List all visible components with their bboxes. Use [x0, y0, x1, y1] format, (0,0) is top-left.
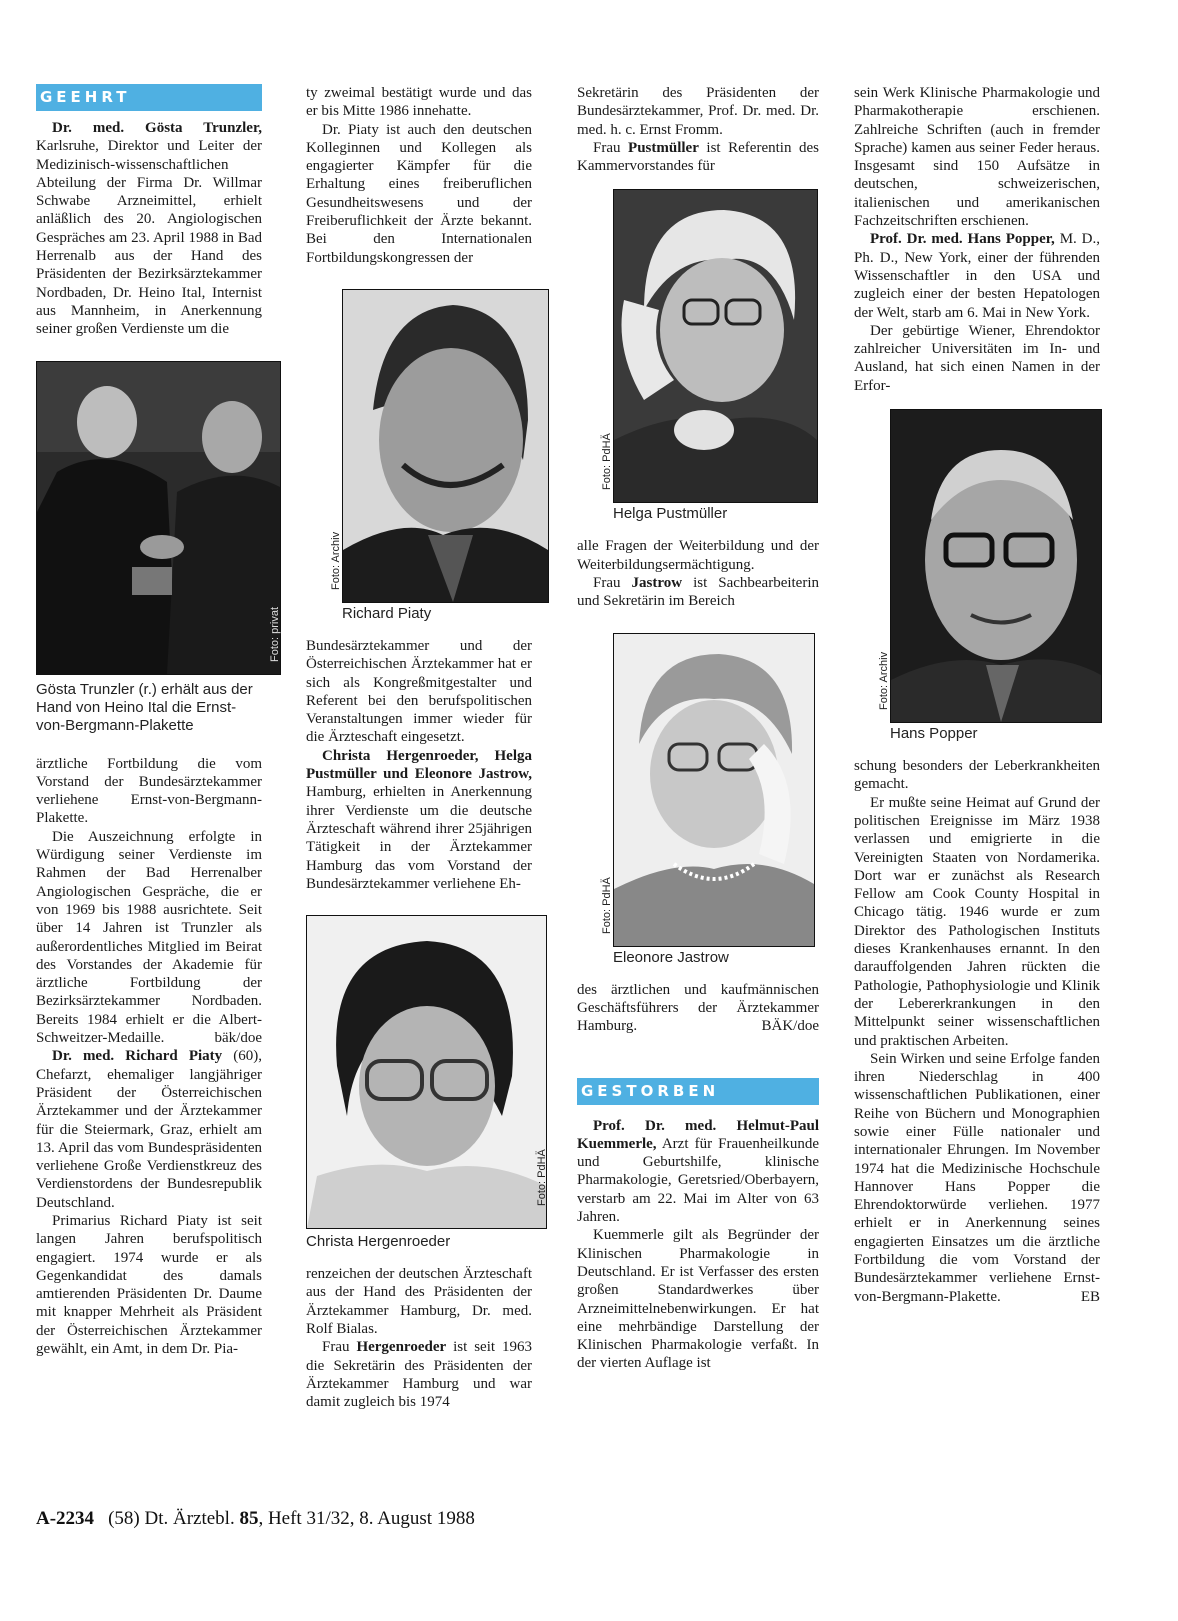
photo-jastrow-image: [614, 634, 814, 946]
piaty-para-3: ty zweimal bestätigt wurde und das er bis Mitte 1986 innehatte.: [306, 85, 532, 120]
photo-pustmueller-image: [614, 190, 817, 502]
photo-hergenroeder-image: [307, 916, 546, 1228]
popper-para-5: Sein Wirken und seine Erfolge fanden ihren Niederschlag in 400 wissenschaftlichen Publikationen, einer Reihe von Büchern und Monographien sowie einer Fülle nationaler und internationaler Ehrungen. Im November 1974 hat die Medizinische Hochschule Hannover Hans Popper die Ehrendoktorwürde verliehen. 1977 erhielt er in Anerkennung seines engagierten Einsatzes um die ärztliche Fortbildung die vom Vorstand der Bundesärztekammer verliehene Ernst-von-Bergmann-Plakette. EB: [854, 1050, 1100, 1305]
photo-trunzler-ital: [36, 361, 281, 675]
jastrow-para-2: des ärztlichen und kaufmännischen Geschäftsführers der Ärztekammer Hamburg. BÄK/doe: [577, 981, 819, 1035]
kuemmerle-para-3: sein Werk Klinische Pharmakologie und Pharmakotherapie erschienen. Zahlreiche Schriften (auch in fremder Sprache) kamen aus seiner Feder heraus. Insgesamt sind 150 Aufsätze in deutschen, schweizerischen, italienischen und amerikanischen Fachzeitschriften erschienen.: [854, 85, 1100, 230]
photo-credit-popper: Foto: Archiv: [878, 651, 890, 711]
piaty-para-2: Primarius Richard Piaty ist seit langen Jahren berufspolitisch engagiert. 1974 wurde er als Gegenkandidat des damals amtierenden Präsidenten Dr. Daume mit knapper Mehrheit als Präsident der Österreichischen Ärztekammer gewählt, ein Amt, in dem Dr. Pia-: [36, 1212, 262, 1358]
kuemmerle-para-2: Kuemmerle gilt als Begründer der Klinischen Pharmakologie in Deutschland. Er ist Verfasser des ersten großen Standardwerkes über Arzneimittelnebenwirkungen. Er hat eine mehrbändige Darstellung der Klinischen Pharmakologie verfaßt. In der vierten Auflage ist: [577, 1227, 819, 1372]
column-1: [36, 84, 281, 1358]
popper-name: Prof. Dr. med. Hans Popper,: [870, 231, 1055, 248]
jastrow-para: Frau Jastrow ist Sachbearbeiterin und Sekretärin im Bereich: [577, 575, 820, 610]
trunzler-para-2: ärztliche Fortbildung die vom Vorstand der Bundesärztekammer verliehene Ernst-von-Bergmann-Plakette.: [36, 755, 262, 827]
column-2: [306, 84, 548, 1412]
pustmueller-para-2: alle Fragen der Weiterbildung und der Weiterbildungsermächtigung.: [577, 538, 819, 573]
photo-piaty: [330, 289, 549, 603]
hergenroeder-para-2: Sekretärin des Präsidenten der Bundesärztekammer, Prof. Dr. med. Dr. med. h. c. Ernst Fromm.: [577, 85, 819, 138]
trunzler-intro: Dr. med. Gösta Trunzler, Karlsruhe, Direktor und Leiter der Medizinisch-wissenschaftlichen Abteilung der Firma Dr. Willmar Schwabe Arzneimittel, erhielt anläßlich des 20. Angiologischen Gespräches am 23. April 1988 in Bad Herrenalb aus der Hand des Präsidenten der Bezirksärztekammer Nordbaden, Dr. Heino Ital, Internist aus Mannheim, in Anerkennung seiner großen Verdienste um die: [36, 120, 262, 338]
piaty-para-5: Bundesärztekammer und der Österreichischen Ärztekammer hat er sich als Kongreßmitgestalter und Referent bei den berufspolitischen Veranstaltungen immer wieder für die Ärzteschaft eingesetzt.: [306, 637, 532, 746]
photo-popper: [878, 409, 1102, 723]
column-3: [577, 84, 819, 1373]
signature-baek-doe: BÄK/doe: [761, 1018, 819, 1035]
caption-popper: Hans Popper: [890, 725, 978, 743]
popper-para-3: schung besonders der Leberkrankheiten gemacht.: [854, 758, 1100, 793]
popper-para-4: Er mußte seine Heimat auf Grund der politischen Ereignisse im März 1938 verlassen und emigrierte in die Vereinigten Staaten von Nordamerika. Dort war er zunächst als Research Fellow am Cook County Hospital in Chicago tätig. 1946 wurde er zum Direktor des Pathologischen Instituts dieses Krankenhauses ernannt. In den darauffolgenden Jahren rückten die Pathologie, Pathophysiologie und Klinik der Lebererkrankungen in den Mittelpunkt seiner wissenschaftlichen und praktischen Arbeiten.: [854, 794, 1100, 1049]
trunzler-name: Dr. med. Gösta Trunzler,: [52, 120, 262, 136]
pustmueller-para: Frau Pustmüller ist Referentin des Kammervorstandes für: [577, 139, 819, 175]
journal-volume: 85: [239, 1508, 259, 1529]
signature-eb: EB: [1080, 1288, 1100, 1305]
photo-pustmueller: [601, 189, 818, 503]
journal-name: (58) Dt. Ärztebl.: [108, 1508, 235, 1529]
hergenroeder-para: Frau Hergenroeder ist seit 1963 die Sekretärin des Präsidenten der Ärztekammer Hamburg und war damit zugleich bis 1974: [306, 1339, 532, 1411]
piaty-intro: Dr. med. Richard Piaty (60), Chefarzt, ehemaliger langjähriger Präsident der Österreichischen Ärztekammer und der Ärztekammer für die Steiermark, Graz, erhielt am 13. April das vom Bundespräsidenten verliehene Große Verdienstkreuz des Verdienstordens der Bundesrepublik Deutschland.: [36, 1048, 262, 1211]
signature-baek: bäk/doe: [214, 1030, 262, 1047]
photo-credit-jastrow: Foto: PdHÄ: [601, 876, 613, 934]
kuemmerle-name: Prof. Dr. med. Helmut-Paul Kuemmerle,: [577, 1117, 819, 1152]
page-footer: [36, 1508, 475, 1530]
hergenroeder-name: Hergenroeder: [356, 1339, 447, 1356]
section-header-honored: GEEHRT: [36, 84, 262, 111]
photo-jastrow: [601, 633, 815, 947]
kuemmerle-intro: Prof. Dr. med. Helmut-Paul Kuemmerle, Arzt für Frauenheilkunde und Geburtshilfe, klinische Pharmakologie, Geretsried/Oberbayern, verstarb am 22. Mai im Alter von 63 Jahren.: [577, 1117, 819, 1226]
photo-hergenroeder: [306, 915, 547, 1229]
caption-hergenroeder: Christa Hergenroeder: [306, 1233, 451, 1251]
photo-trunzler-ital-image: [37, 362, 280, 674]
section-header-died: GESTORBEN: [577, 1078, 819, 1105]
photo-credit-trunzler: Foto: privat: [269, 606, 281, 662]
jastrow-name: Jastrow: [631, 575, 683, 592]
hamburg-para-2: renzeichen der deutschen Ärzteschaft aus der Hand des Präsidenten der Ärztekammer Hamburg, Dr. med. Rolf Bialas.: [306, 1266, 532, 1338]
photo-credit-pustmueller: Foto: PdHÄ: [601, 433, 613, 491]
caption-trunzler: Gösta Trunzler (r.) erhält aus der Hand von Heino Ital die Ernst-von-Bergmann-Plakette: [36, 680, 253, 734]
caption-piaty: Richard Piaty: [342, 604, 432, 622]
pustmueller-name: Pustmüller: [628, 139, 699, 156]
hamburg-intro: Christa Hergenroeder, Helga Pustmüller und Eleonore Jastrow, Hamburg, erhielten in Anerkennung ihrer Verdienste um die deutsche Ärzteschaft während ihrer 25jährigen Tätigkeit in der Ärztekammer Hamburg das vom Vorstand der Bundesärztekammer verliehene Eh-: [306, 747, 532, 892]
trunzler-para-3: Die Auszeichnung erfolgte in Würdigung seiner Verdienste im Rahmen der Bad Herrenalber Angiologischen Gespräche, die er von 1969 bis 1988 ausrichtete. Seit über 14 Jahren ist Trunzler als außerordentliches Mitglied im Beirat des Vorstandes der Akademie für ärztliche Fortbildung der Bezirksärztekammer Nordbaden. Bereits 1984 erhielt er die Albert-Schweitzer-Medaille. bäk/doe: [36, 828, 262, 1047]
caption-jastrow: Eleonore Jastrow: [613, 948, 729, 966]
page-number: A-2234: [36, 1508, 95, 1529]
photo-piaty-image: [343, 290, 548, 602]
hamburg-names: Christa Hergenroeder, Helga Pustmüller und Eleonore Jastrow,: [306, 747, 532, 783]
popper-intro: Prof. Dr. med. Hans Popper, M. D., Ph. D., New York, einer der führenden Wissenschaftler in den USA und zugleich einer der besten Hepatologen der Welt, starb am 6. Mai in New York.: [854, 231, 1101, 321]
caption-pustmueller: Helga Pustmüller: [613, 505, 728, 523]
journal-issue: , Heft 31/32, 8. August 1988: [258, 1508, 475, 1529]
piaty-name: Dr. med. Richard Piaty: [52, 1048, 223, 1065]
popper-para-2: Der gebürtige Wiener, Ehrendoktor zahlreicher Universitäten im In- und Ausland, hat sich einen Namen in der Erfor-: [854, 322, 1100, 394]
piaty-para-4: Dr. Piaty ist auch den deutschen Kolleginnen und Kollegen als engagierter Kämpfer für die Erhaltung eines freiberuflichen Gesundheitswesens und der Freiberuflichkeit der Ärzte bekannt. Bei den Internationalen Fortbildungskongressen der: [306, 121, 532, 266]
photo-credit-hergenroeder: Foto: PdHÄ: [536, 1149, 548, 1207]
photo-credit-piaty: Foto: Archiv: [330, 531, 342, 590]
photo-popper-image: [891, 410, 1101, 722]
column-4: [854, 84, 1100, 1306]
